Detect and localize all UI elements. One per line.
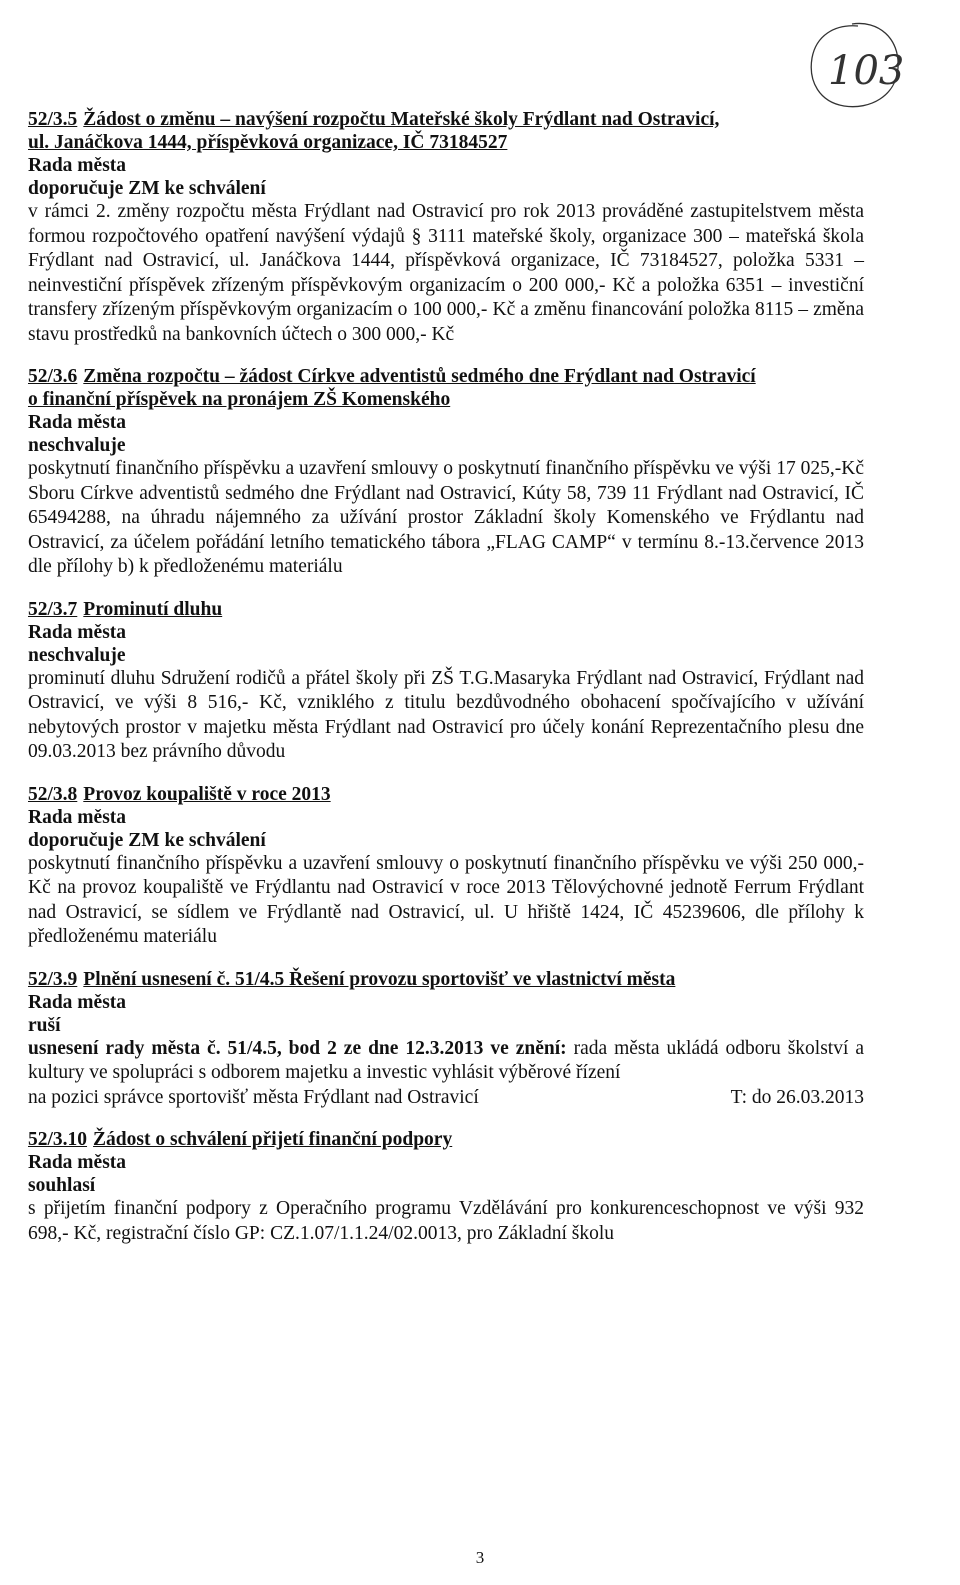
resolution-52-3-10 [28, 1128, 864, 1246]
issuing-body: Rada města [28, 1152, 127, 1173]
issuing-body: Rada města [28, 412, 127, 433]
resolution-title: 52/3.10 Žádost o schválení přijetí finanční podpory [28, 1129, 453, 1150]
task-deadline: T: do 26.03.2013 [730, 1086, 864, 1108]
issuing-body: Rada města [28, 155, 127, 176]
resolution-text: usnesení rady města č. 51/4.5, bod 2 ze dne 12.3.2013 ve znění: rada města ukládá odboru školství a kultury ve spolupráci s odborem majetku a investic vyhlásit výběrové řízení [28, 1037, 864, 1083]
task-text: na pozici správce sportovišť města Frýdlant nad Ostravicí [28, 1086, 479, 1108]
resolution-52-3-9 [28, 968, 864, 1111]
resolution-text: v rámci 2. změny rozpočtu města Frýdlant nad Ostravicí pro rok 2013 prováděné zastupitelstvem města formou rozpočtového opatření navýšení výdajů § 3111 mateřské školy, organizace 300 – mateřská škola Frýdlant nad Ostravicí, ul. Janáčkova 1444, příspěvková organizace, IČ 73184527, položka 5331 – neinvestiční příspěvek zřízeným příspěvkovým organizacím o 200 000,- Kč a položka 6351 – investiční transfery zřízeným příspěvkovým organizacím o 100 000,- Kč a změnu financování položka 8115 – změna stavu prostředků na bankovních účtech o 300 000,- Kč [28, 201, 864, 345]
resolution-title: 52/3.9 Plnění usnesení č. 51/4.5 Řešení provozu sportovišť ve vlastnictví města [28, 968, 676, 990]
resolution-title: 52/3.6 Změna rozpočtu – žádost Církve adventistů sedmého dne Frýdlant nad Ostravicí [28, 366, 756, 387]
resolution-text: s přijetím finanční podpory z Operačního programu Vzdělávání pro konkurenceschopnost ve výši 932 698,- Kč, registrační číslo GP: CZ.1.07/1.1.24/02.0013, pro Základní školu [28, 1198, 864, 1244]
resolution-title: 52/3.8 Provoz koupaliště v roce 2013 [28, 783, 331, 805]
issuing-body: Rada města [28, 991, 127, 1013]
resolution-52-3-8 [28, 783, 864, 950]
handwritten-page-number-stamp [800, 18, 908, 114]
resolution-text: prominutí dluhu Sdružení rodičů a přátel školy při ZŠ T.G.Masaryka Frýdlant nad Ostravicí, Frýdlant nad Ostravicí, ve výši 8 516,- Kč, vzniklého z titulu bezdůvodného obohacení spočívajícího v užívání nebytových prostor v majetku města Frýdlant nad Ostravicí pro účely konání Reprezentačního plesu dne 09.03.2013 bez právního důvodu [28, 667, 864, 762]
decision-verb: doporučuje ZM ke schválení [28, 829, 266, 851]
resolution-title: 52/3.7 Prominutí dluhu [28, 598, 223, 620]
resolution-52-3-5 [28, 108, 864, 347]
issuing-body: Rada města [28, 621, 127, 643]
document-page [28, 108, 864, 1264]
resolution-52-3-7 [28, 598, 864, 765]
resolution-text: poskytnutí finančního příspěvku a uzavření smlouvy o poskytnutí finančního příspěvku ve výši 250 000,- Kč na provoz koupaliště ve Frýdlantu nad Ostravicí v roce 2013 Tělovýchovné jednotě Ferrum Frýdlant nad Ostravicí, se sídlem ve Frýdlantě nad Ostravicí, ul. U hřiště 1424, IČ 45239606, dle přílohy k předloženému materiálu [28, 852, 864, 947]
decision-verb: ruší [28, 1014, 61, 1036]
svg-text:103: 103 [828, 48, 905, 94]
page-number: 3 [475, 1548, 485, 1567]
issuing-body: Rada města [28, 806, 127, 828]
decision-verb: souhlasí [28, 1175, 96, 1196]
resolution-52-3-6 [28, 365, 864, 580]
cancelled-resolution-ref: usnesení rady města č. 51/4.5, bod 2 ze dne 12.3.2013 ve znění: [28, 1037, 567, 1059]
resolution-title-line-2: ul. Janáčkova 1444, příspěvková organizace, IČ 73184527 [28, 132, 508, 153]
decision-verb: neschvaluje [28, 435, 126, 456]
resolution-title-line-2: o finanční příspěvek na pronájem ZŠ Komenského [28, 389, 451, 410]
decision-verb: doporučuje ZM ke schválení [28, 178, 266, 199]
decision-verb: neschvaluje [28, 644, 126, 666]
task-row [28, 1086, 864, 1111]
resolution-text: poskytnutí finančního příspěvku a uzavření smlouvy o poskytnutí finančního příspěvku ve výši 17 025,-Kč Sboru Církve adventistů sedmého dne Frýdlant nad Ostravicí, Kúty 58, 739 11 Frýdlant nad Ostravicí, IČ 65494288, na úhradu nájemného za užívání prostor Základní školy Komenského ve Frýdlantu nad Ostravicí, za účelem pořádání letního tematického tábora „FLAG CAMP“ v termínu 8.-13.července 2013 dle přílohy b) k předloženému materiálu [28, 458, 864, 577]
resolution-title: 52/3.5 Žádost o změnu – navýšení rozpočtu Mateřské školy Frýdlant nad Ostravicí, [28, 109, 720, 130]
